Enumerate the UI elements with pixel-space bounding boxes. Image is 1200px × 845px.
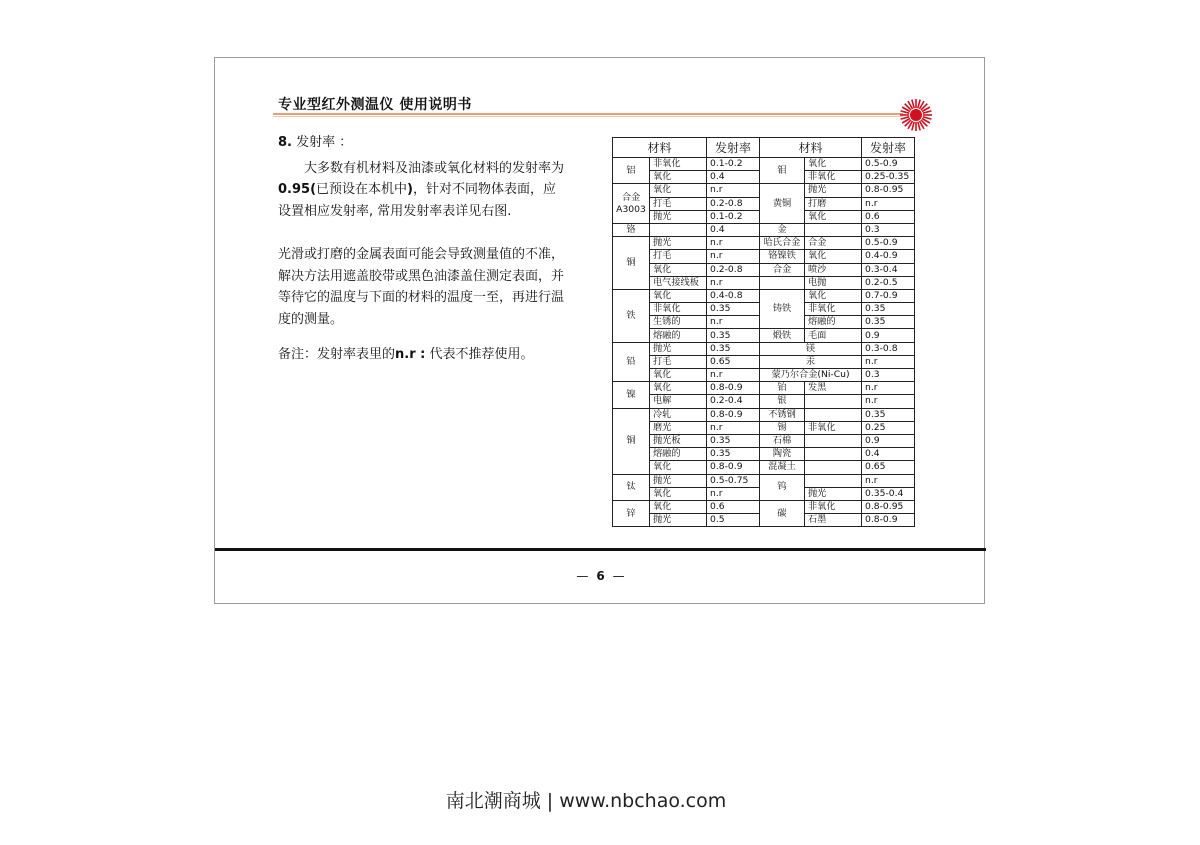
dash-left: — (576, 569, 589, 583)
emissivity-cell: 0.5-0.9 (862, 237, 915, 250)
condition-cell (805, 448, 862, 461)
condition-cell: 氧化 (650, 487, 707, 500)
footer-rule (215, 548, 986, 551)
material-cell: 合金 A3003 (613, 184, 650, 224)
material-cell: 钨 (760, 474, 805, 500)
condition-cell: 氧化 (805, 158, 862, 171)
condition-cell: 氧化 (650, 382, 707, 395)
condition-cell (805, 395, 862, 408)
table-row (613, 355, 915, 368)
page-number (215, 569, 986, 583)
table-row (613, 184, 915, 197)
table-row (613, 474, 915, 487)
table-row (613, 329, 915, 342)
table-row (613, 263, 915, 276)
condition-cell (805, 408, 862, 421)
p1-part-a: 大多数有机材料及油漆或氧化材料的发射率为 (304, 160, 565, 176)
table-row (613, 289, 915, 302)
condition-cell (805, 434, 862, 447)
section-text (278, 132, 568, 366)
watermark: 南北潮商城 | www.nbchao.com (445, 790, 727, 812)
condition-cell: 非氧化 (805, 500, 862, 513)
condition-cell: 熔融的 (805, 316, 862, 329)
p1-part-e: ，针对不同物体表面，应设置相应发射率, 常用发射率表详见右图. (278, 182, 557, 219)
emissivity-cell: 0.8-0.9 (862, 514, 915, 527)
condition-cell: 氧化 (805, 250, 862, 263)
emissivity-cell: 0.6 (707, 500, 760, 513)
emissivity-cell: 0.2-0.8 (707, 263, 760, 276)
condition-cell: 非氧化 (650, 158, 707, 171)
emissivity-cell: 0.2-0.4 (707, 395, 760, 408)
p1-part-c: 已预设在本机中 (316, 182, 408, 197)
header-rule (273, 113, 903, 115)
emissivity-cell: 0.25 (862, 421, 915, 434)
emissivity-cell: 0.3 (862, 223, 915, 236)
header-material-2: 材料 (760, 138, 862, 158)
condition-cell: 氧化 (650, 500, 707, 513)
material-cell: 铸铁 (760, 289, 805, 329)
section-heading (278, 132, 568, 154)
material-cell: 黄铜 (760, 184, 805, 224)
material-cell: 合金 (760, 263, 805, 276)
table-row (613, 382, 915, 395)
emissivity-cell: 0.8-0.9 (707, 461, 760, 474)
material-cell: 镁 (760, 342, 862, 355)
condition-cell: 毛面 (805, 329, 862, 342)
section-title: 发射率 ： (291, 135, 353, 150)
emissivity-cell: 0.25-0.35 (862, 171, 915, 184)
condition-cell: 非氧化 (805, 303, 862, 316)
condition-cell: 喷沙 (805, 263, 862, 276)
condition-cell: 打毛 (650, 197, 707, 210)
condition-cell (805, 223, 862, 236)
condition-cell: 打磨 (805, 197, 862, 210)
material-cell: 铝 (613, 158, 650, 184)
material-cell: 金 (760, 223, 805, 236)
emissivity-cell: 0.35 (862, 303, 915, 316)
table-row (613, 276, 915, 289)
paragraph-metal-surface: 光滑或打磨的金属表面可能会导致测量值的不准，解决方法用遮盖胶带或黑色油漆盖住测定表面，并等待它的温度与下面的材料的温度一至，再进行温度的测量。 (278, 247, 565, 327)
emissivity-cell: 0.8-0.9 (707, 382, 760, 395)
material-cell: 铬镍铁 (760, 250, 805, 263)
table-row (613, 421, 915, 434)
table-row (613, 342, 915, 355)
condition-cell: 氧化 (650, 461, 707, 474)
material-cell: 碳 (760, 500, 805, 526)
condition-cell: 熔融的 (650, 329, 707, 342)
material-cell: 铅 (613, 342, 650, 382)
emissivity-cell: 0.5-0.9 (862, 158, 915, 171)
emissivity-cell: 0.1-0.2 (707, 210, 760, 223)
material-cell: 铬 (613, 223, 650, 236)
material-cell: 钼 (760, 158, 805, 184)
manual-page (214, 57, 985, 604)
condition-cell: 电解 (650, 395, 707, 408)
emissivity-cell: n.r (707, 250, 760, 263)
condition-cell: 合金 (805, 237, 862, 250)
emissivity-cell: 0.4 (707, 171, 760, 184)
condition-cell (650, 223, 707, 236)
material-cell: 汞 (760, 355, 862, 368)
emissivity-cell: 0.1-0.2 (707, 158, 760, 171)
material-cell: 煅铁 (760, 329, 805, 342)
table-header-row (613, 138, 915, 158)
condition-cell: 抛光 (650, 237, 707, 250)
condition-cell: 氧化 (650, 263, 707, 276)
emissivity-cell: 0.7-0.9 (862, 289, 915, 302)
emissivity-cell: 0.35 (707, 448, 760, 461)
emissivity-cell: 0.4 (707, 223, 760, 236)
material-cell: 哈氏合金 (760, 237, 805, 250)
emissivity-cell: 0.9 (862, 329, 915, 342)
condition-cell: 打毛 (650, 250, 707, 263)
table-row (613, 448, 915, 461)
condition-cell: 发黑 (805, 382, 862, 395)
emissivity-cell: n.r (707, 487, 760, 500)
material-cell: 混凝土 (760, 461, 805, 474)
material-cell: 石棉 (760, 434, 805, 447)
condition-cell: 电气接线板 (650, 276, 707, 289)
condition-cell: 氧化 (650, 369, 707, 382)
condition-cell: 抛光 (650, 514, 707, 527)
material-cell: 铜 (613, 237, 650, 290)
condition-cell: 氧化 (805, 210, 862, 223)
emissivity-cell: n.r (862, 382, 915, 395)
note-part-a: 备注：发射率表里的 (278, 347, 396, 362)
emissivity-cell: n.r (862, 355, 915, 368)
condition-cell: 抛光 (650, 342, 707, 355)
condition-cell: 冷轧 (650, 408, 707, 421)
dash-right: — (612, 569, 625, 583)
table-row (613, 408, 915, 421)
emissivity-cell: 0.65 (707, 355, 760, 368)
emissivity-cell: 0.35 (707, 434, 760, 447)
header-material-1: 材料 (613, 138, 707, 158)
condition-cell: 非氧化 (805, 171, 862, 184)
emissivity-cell: 0.35 (862, 316, 915, 329)
table-row (613, 434, 915, 447)
emissivity-cell: 0.3-0.8 (862, 342, 915, 355)
emissivity-cell: n.r (862, 474, 915, 487)
condition-cell: 抛光 (650, 210, 707, 223)
emissivity-cell: 0.2-0.8 (707, 197, 760, 210)
emissivity-cell: n.r (707, 184, 760, 197)
condition-cell: 非氧化 (650, 303, 707, 316)
header-emissivity-2: 发射率 (862, 138, 915, 158)
material-cell: 铜 (613, 408, 650, 474)
emissivity-cell: 0.2-0.5 (862, 276, 915, 289)
emissivity-cell: 0.3-0.4 (862, 263, 915, 276)
condition-cell: 氧化 (805, 289, 862, 302)
material-cell (760, 276, 805, 289)
condition-cell (805, 474, 862, 487)
emissivity-cell: 0.35 (862, 408, 915, 421)
note-part-c: 代表不推荐使用。 (425, 347, 534, 362)
table-row (613, 461, 915, 474)
table-row (613, 369, 915, 382)
material-cell: 不锈钢 (760, 408, 805, 421)
table-row (613, 500, 915, 513)
emissivity-cell: 0.35 (707, 303, 760, 316)
sun-logo-icon (899, 98, 933, 132)
condition-cell: 抛光板 (650, 434, 707, 447)
note-nr: n.r : (395, 347, 426, 362)
emissivity-cell: n.r (707, 369, 760, 382)
material-cell: 铂 (760, 382, 805, 395)
condition-cell: 抛光 (650, 474, 707, 487)
condition-cell: 生锈的 (650, 316, 707, 329)
table-row (613, 158, 915, 171)
material-cell: 蒙乃尔合金(Ni-Cu) (760, 369, 862, 382)
emissivity-cell: 0.8-0.95 (862, 184, 915, 197)
material-cell: 锡 (760, 421, 805, 434)
material-cell: 锌 (613, 500, 650, 526)
emissivity-cell: 0.5 (707, 514, 760, 527)
condition-cell: 熔融的 (650, 448, 707, 461)
condition-cell: 抛光 (805, 184, 862, 197)
material-cell: 陶瓷 (760, 448, 805, 461)
emissivity-cell: 0.5-0.75 (707, 474, 760, 487)
condition-cell: 电抛 (805, 276, 862, 289)
emissivity-cell: n.r (707, 237, 760, 250)
header-emissivity-1: 发射率 (707, 138, 760, 158)
emissivity-cell: 0.4-0.9 (862, 250, 915, 263)
emissivity-cell: 0.35-0.4 (862, 487, 915, 500)
p1-value: 0.95( (278, 182, 317, 197)
condition-cell: 氧化 (650, 171, 707, 184)
emissivity-cell: n.r (707, 421, 760, 434)
emissivity-cell: n.r (707, 316, 760, 329)
table-row (613, 237, 915, 250)
emissivity-cell: 0.6 (862, 210, 915, 223)
p1-paren: ) (407, 182, 413, 197)
emissivity-cell: n.r (862, 197, 915, 210)
emissivity-cell: 0.4-0.8 (707, 289, 760, 302)
material-cell: 钛 (613, 474, 650, 500)
section-number: 8. (278, 135, 292, 150)
material-cell: 铁 (613, 289, 650, 342)
note (278, 344, 568, 366)
condition-cell: 石墨 (805, 514, 862, 527)
condition-cell: 打毛 (650, 355, 707, 368)
table-row (613, 250, 915, 263)
emissivity-cell: 0.35 (707, 329, 760, 342)
paragraph-emissivity (278, 158, 568, 223)
condition-cell: 氧化 (650, 289, 707, 302)
emissivity-cell: n.r (862, 395, 915, 408)
table-row (613, 223, 915, 236)
condition-cell: 抛光 (805, 487, 862, 500)
emissivity-cell: 0.35 (707, 342, 760, 355)
table-row (613, 395, 915, 408)
emissivity-cell: 0.65 (862, 461, 915, 474)
condition-cell: 磨光 (650, 421, 707, 434)
emissivity-cell: 0.9 (862, 434, 915, 447)
emissivity-cell: 0.4 (862, 448, 915, 461)
emissivity-cell: 0.8-0.9 (707, 408, 760, 421)
condition-cell (805, 461, 862, 474)
material-cell: 银 (760, 395, 805, 408)
emissivity-table (612, 137, 915, 527)
page-number-value: 6 (596, 569, 605, 583)
condition-cell: 氧化 (650, 184, 707, 197)
table-body (613, 158, 915, 527)
emissivity-cell: 0.8-0.95 (862, 500, 915, 513)
material-cell: 镍 (613, 382, 650, 408)
emissivity-cell: n.r (707, 276, 760, 289)
condition-cell: 非氧化 (805, 421, 862, 434)
header-title: 专业型红外测温仪 使用说明书 (278, 97, 472, 113)
header-rule-thin (273, 116, 903, 117)
emissivity-cell: 0.3 (862, 369, 915, 382)
